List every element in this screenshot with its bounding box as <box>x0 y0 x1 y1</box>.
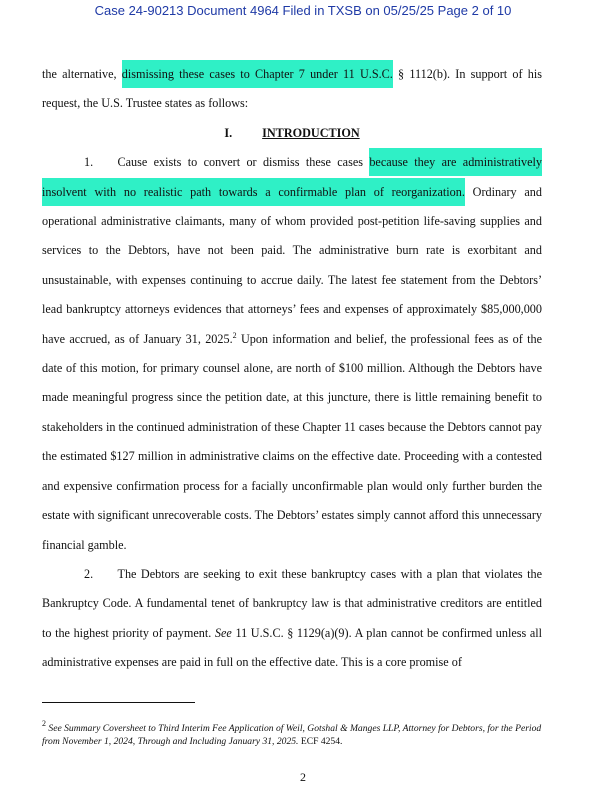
intro-text-after: § 1112(b). In support of his request, the U.S. Trustee states as follows: <box>42 67 542 111</box>
paragraph-1-number: 1. <box>84 155 94 170</box>
footnote-tail: ECF 4254. <box>298 736 343 747</box>
paragraph-1 <box>42 148 542 560</box>
section-heading <box>42 119 542 148</box>
paragraph-1-highlight: because they are administratively insolvent with no realistic path towards a confirmable plan of reorganization. <box>42 148 542 205</box>
footnote <box>42 719 542 748</box>
section-number: I. <box>224 125 233 140</box>
intro-highlight: dismissing these cases to Chapter 7 under 11 U.S.C. <box>122 60 393 88</box>
page-number: 2 <box>300 770 306 784</box>
paragraph-2-before: The Debtors are seeking to exit these bankruptcy cases with a plan that violates the Bankruptcy Code. A fundamental tenet of bankruptcy law is that administrative creditors are entitled to the highest priority of payment. <box>42 566 542 640</box>
paragraph-1-after: Upon information and belief, the professional fees as of the date of this motion, for primary counsel alone, are north of $100 million. Although the Debtors have made meaningful progress since the petition date, at this juncture, there is little remaining benefit to stakeholders in the continued administration of these Chapter 11 cases because the Debtors cannot pay the estimated $127 million in administrative claims on the effective date. Proceeding with a contested and expensive confirmation process for a facially unconfirmable plan would only further burden the estate with significant unrecoverable costs. The Debtors’ estates simply cannot afford this unnecessary financial gamble. <box>42 331 542 552</box>
paragraph-1-mid: Ordinary and operational administrative claimants, many of whom provided post-petition life-saving supplies and services to the Debtors, have not been paid. The administrative burn rate is exorbitant and unsustainable, with expenses continuing to accrue daily. The latest fee statement from the Debtors’ lead bankruptcy attorneys evidences that attorneys’ fees and expenses of approximately $85,000,000 have accrued, as of January 31, 2025. <box>42 184 542 346</box>
paragraph-2-see: See <box>214 625 232 640</box>
paragraph-2-after: 11 U.S.C. § 1129(a)(9). A plan cannot be confirmed unless all administrative expenses are paid in full on the effective date. This is a core promise of <box>42 625 543 670</box>
paragraph-1-before: Cause exists to convert or dismiss these cases <box>117 155 370 170</box>
intro-text-before: the alternative, <box>42 67 122 81</box>
section-title: INTRODUCTION <box>262 125 360 140</box>
footnote-number: 2 <box>42 719 46 728</box>
paragraph-2 <box>42 560 542 678</box>
paragraph-2-number: 2. <box>84 566 94 581</box>
footnote-text: See Summary Coversheet to Third Interim Fee Application of Weil, Gotshal & Manges LLP, Attorney for Debtors, for the Period from November 1, 2024, Through and Including January 31, 2025. <box>42 723 542 747</box>
case-header: Case 24-90213 Document 4964 Filed in TXSB on 05/25/25 Page 2 of 10 <box>94 3 512 18</box>
intro-paragraph <box>42 60 542 119</box>
document-body <box>42 60 542 678</box>
footnote-divider <box>42 702 195 703</box>
footnote-reference[interactable]: 2 <box>232 330 237 340</box>
